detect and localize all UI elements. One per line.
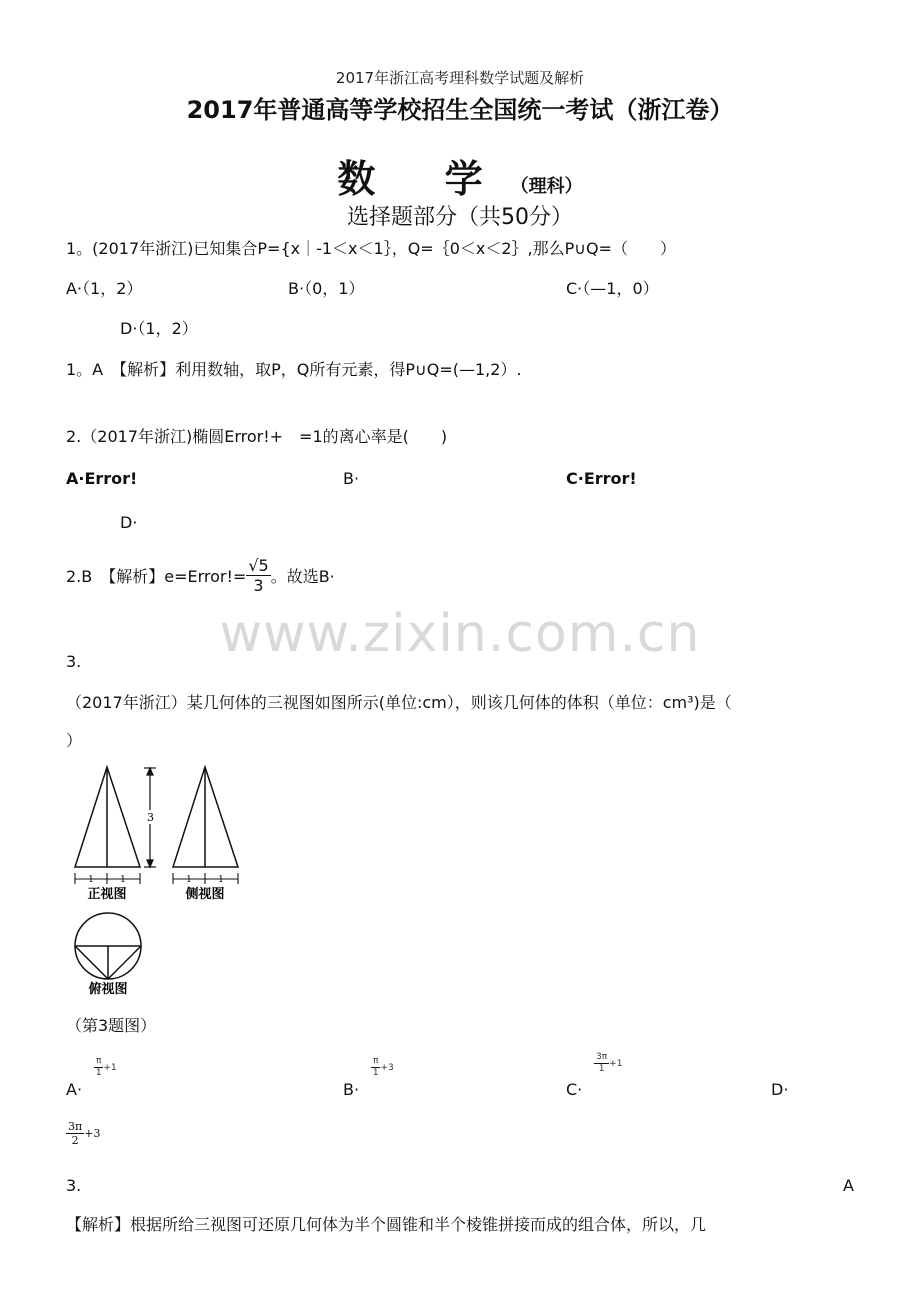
q2-fraction [246,556,270,595]
front-width-label-right: 1 [120,875,126,885]
q1-option-b: B·（0，1） [288,279,365,298]
q2-answer-pre: 2.B 【解析】e=Error!= [66,567,247,586]
q2-option-a: A·Error! [66,469,138,488]
q3-a-tail: +1 [103,1063,117,1073]
height-label: 3 [147,811,154,824]
section-heading: 选择题部分（共50分） [347,205,573,230]
q3-option-d-expr [66,1120,100,1147]
three-view-figure [66,760,256,1000]
q2-answer [66,556,335,595]
q3-b-tail: +3 [380,1063,394,1073]
q3-option-a: A· [66,1080,83,1099]
q1-answer: 1。A 【解析】利用数轴，取P，Q所有元素，得P∪Q=(—1,2）. [66,360,522,379]
q3-option-b: B· [343,1080,360,1099]
q2-stem: 2.（2017年浙江)椭圆Error!+ =1的离心率是( ) [66,427,448,446]
q1-option-d: D·（1，2） [120,319,198,338]
side-width-label-right: 1 [218,875,224,885]
q2-option-d: D· [120,513,138,532]
side-width-dimension [173,873,238,884]
front-view [75,767,140,867]
subject-sub: （理科） [510,176,583,197]
q1-stem: 1。(2017年浙江)已知集合P={x｜-1＜x＜1｝，Q=｛0＜x＜2｝,那么P∪Q=（ ） [66,239,676,258]
front-view-label: 正视图 [87,887,127,902]
q3-c-den: 1 [598,1064,605,1074]
q2-option-c: C·Error! [566,469,637,488]
q3-option-d: D· [771,1080,789,1099]
q3-answer-letter: A [843,1176,854,1195]
q2-fraction-num: √5 [248,556,269,575]
q2-option-b: B· [343,469,360,488]
q3-analysis: 【解析】根据所给三视图可还原几何体为半个圆锥和半个棱锥拼接而成的组合体，所以，几 [66,1215,707,1234]
q3-answer-number: 3. [66,1176,82,1195]
q3-a-den: 1 [95,1068,102,1078]
q3-option-a-expr [94,1056,117,1079]
q1-option-c: C·（—1，0） [566,279,659,298]
running-header: 2017年浙江高考理科数学试题及解析 [335,69,585,87]
q2-fraction-den: 3 [253,576,264,595]
subject-main: 数 学 [337,157,511,201]
q3-option-c-expr [594,1052,622,1075]
top-view-label: 俯视图 [88,982,128,997]
exam-title: 2017年普通高等学校招生全国统一考试（浙江卷） [186,96,734,124]
q3-b-num: π [373,1056,379,1066]
q3-stem-line1: （2017年浙江）某几何体的三视图如图所示(单位:cm），则该几何体的体积（单位：cm³)是（ [66,693,732,712]
q3-c-num: 3π [596,1052,608,1062]
q1-option-a: A·（1，2） [66,279,143,298]
watermark: www.zixin.com.cn [219,604,701,664]
q3-a-num: π [96,1056,102,1066]
q3-option-c: C· [566,1080,583,1099]
subject-heading [0,148,920,203]
q3-d-num: 3π [68,1120,83,1133]
front-width-dimension [75,873,140,884]
q3-d-tail: +3 [84,1127,101,1140]
q2-answer-post: 。故选B· [270,567,335,586]
side-width-label-left: 1 [186,875,192,885]
q3-c-tail: +1 [609,1059,623,1069]
top-view [75,913,141,979]
q3-number: 3. [66,652,82,671]
q3-b-den: 1 [372,1068,379,1078]
q3-stem-line2: ） [66,731,83,750]
q3-d-den: 2 [71,1134,79,1147]
front-width-label-left: 1 [88,875,94,885]
side-view-label: 侧视图 [185,887,225,902]
q3-option-b-expr [371,1056,394,1079]
side-view [173,767,238,867]
q3-caption: （第3题图） [66,1016,157,1035]
